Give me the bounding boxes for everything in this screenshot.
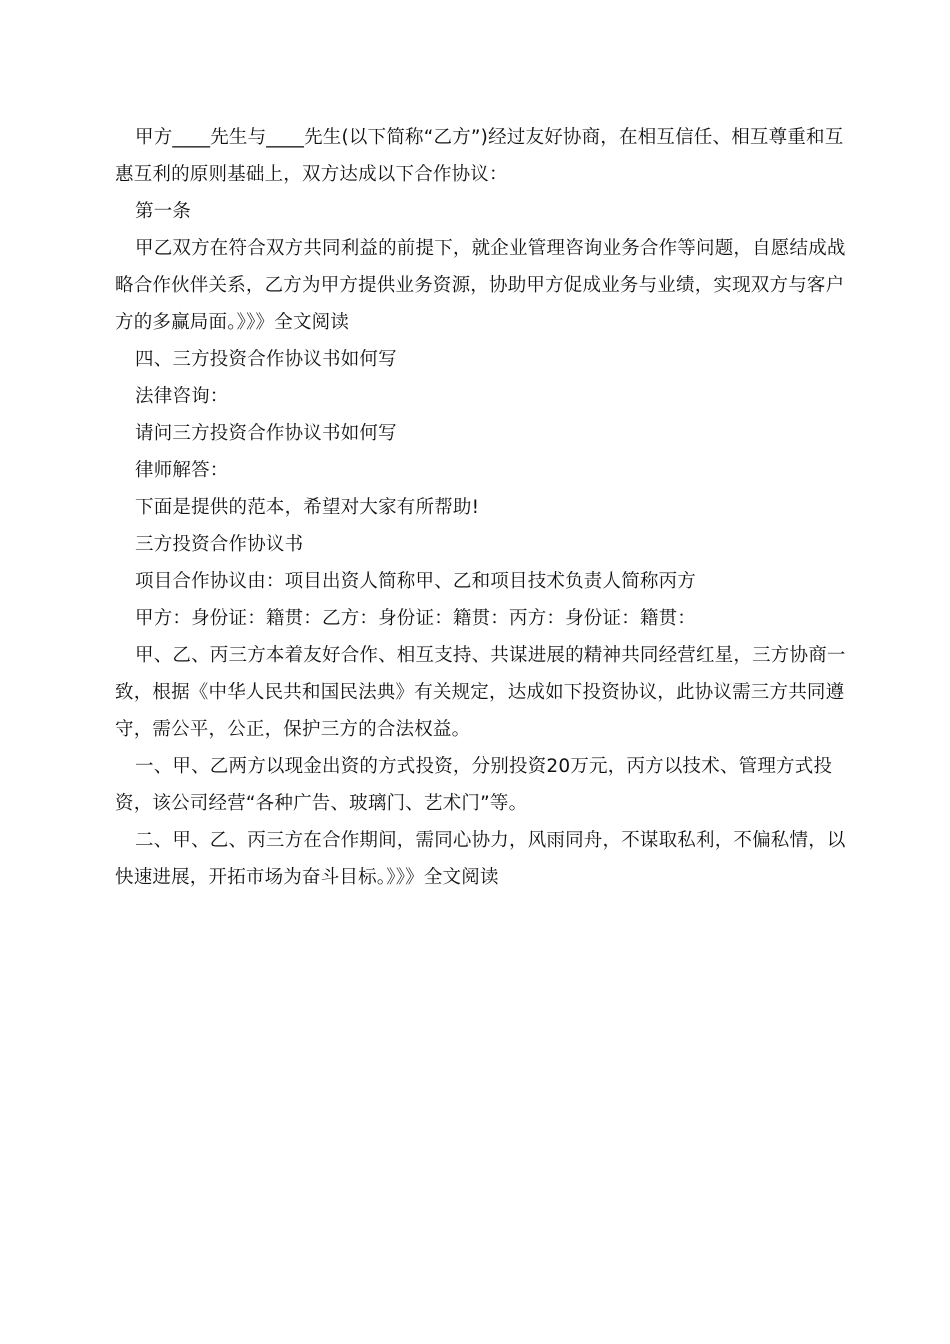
section-heading: 四、三方投资合作协议书如何写 bbox=[135, 349, 397, 370]
parties-description: 项目合作协议由：项目出资人简称甲、乙和项目技术负责人简称丙方 bbox=[135, 571, 697, 592]
answer-intro-text: 下面是提供的范本，希望对大家有所帮助! bbox=[135, 497, 480, 518]
legal-consult-label: 法律咨询： bbox=[135, 386, 229, 407]
document-body bbox=[115, 119, 850, 896]
agreement-preamble: 甲、乙、丙三方本着友好合作、相互支持、共谋进展的精神共同经营红星，三方协商一致，根据《中华人民共和国民法典》有关规定，达成如下投资协议，此协议需三方共同遵守，需公平，公正，保护三方的合法权益。 bbox=[115, 645, 846, 740]
lawyer-answer-label: 律师解答： bbox=[135, 460, 229, 481]
question-text: 请问三方投资合作协议书如何写 bbox=[135, 423, 397, 444]
party-identity-line: 甲方：身份证：籍贯：乙方：身份证：籍贯：丙方：身份证：籍贯： bbox=[135, 608, 697, 629]
clause-two: 二、甲、乙、丙三方在合作期间，需同心协力，风雨同舟，不谋取私利，不偏私情，以快速进展，开拓市场为奋斗目标。》》》全文阅读 bbox=[115, 830, 846, 888]
cooperation-paragraph: 甲乙双方在符合双方共同利益的前提下，就企业管理咨询业务合作等问题，自愿结成战略合作伙伴关系，乙方为甲方提供业务资源，协助甲方促成业务与业绩，实现双方与客户方的多赢局面。》》》全文阅读 bbox=[115, 238, 846, 333]
article-heading: 第一条 bbox=[135, 201, 192, 222]
intro-paragraph: 甲方____先生与____先生(以下简称“乙方”)经过友好协商，在相互信任、相互尊重和互惠互利的原则基础上，双方达成以下合作协议： bbox=[115, 127, 844, 185]
agreement-title: 三方投资合作协议书 bbox=[135, 534, 304, 555]
clause-one: 一、甲、乙两方以现金出资的方式投资，分别投资20万元，丙方以技术、管理方式投资，该公司经营“各种广告、玻璃门、艺术门”等。 bbox=[115, 756, 833, 814]
